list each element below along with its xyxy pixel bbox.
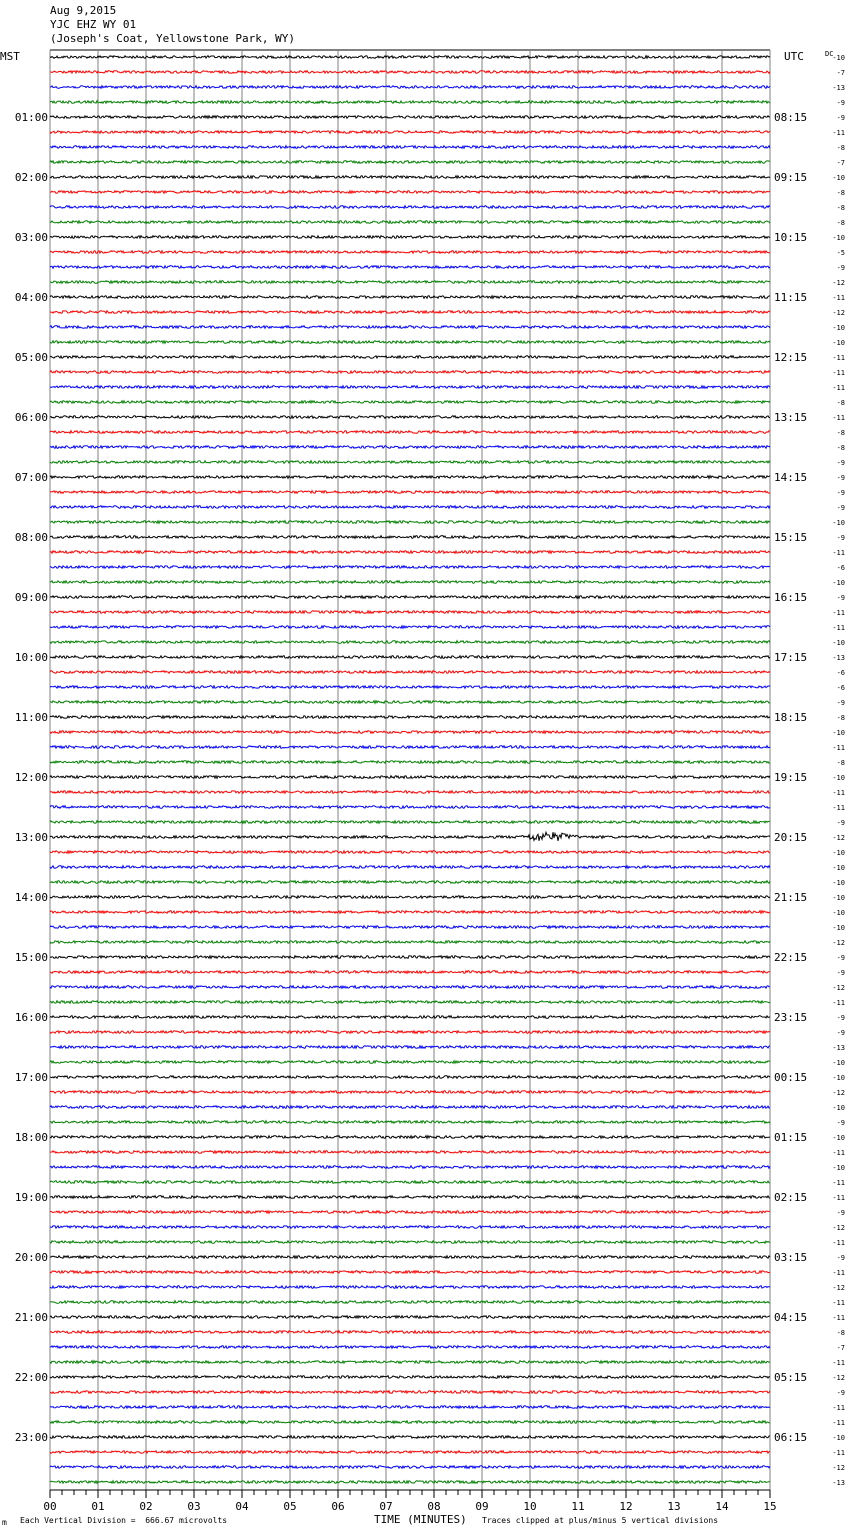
right-hour-label: 06:15	[774, 1431, 808, 1444]
dc-offset-label: -12	[832, 1374, 845, 1382]
left-hour-label: 22:00	[14, 1371, 48, 1384]
trace-line	[50, 1391, 770, 1394]
trace-line	[50, 251, 770, 254]
dc-offset-label: -12	[832, 834, 845, 842]
trace-line	[50, 1226, 770, 1229]
dc-offset-label: -10	[832, 774, 845, 782]
right-hour-label: 05:15	[774, 1371, 808, 1384]
trace-line	[50, 101, 770, 104]
left-hour-label: 19:00	[14, 1191, 48, 1204]
trace-line	[50, 1181, 770, 1184]
dc-offset-label: -11	[832, 1404, 845, 1412]
trace-line	[50, 581, 770, 584]
dc-offset-label: -13	[832, 1479, 845, 1487]
label-group	[15, 54, 845, 1513]
dc-offset-label: -12	[832, 279, 845, 287]
x-tick-label: 07	[379, 1500, 393, 1513]
trace-line	[50, 1046, 770, 1049]
trace-line	[50, 956, 770, 959]
dc-offset-label: -8	[836, 429, 845, 437]
trace-line	[50, 356, 770, 359]
dc-offset-label: -11	[832, 129, 845, 137]
dc-offset-label: -11	[832, 294, 845, 302]
dc-offset-label: -12	[832, 1284, 845, 1292]
dc-offset-label: -10	[832, 174, 845, 182]
trace-line	[50, 461, 770, 464]
dc-offset-label: -11	[832, 1299, 845, 1307]
right-hour-label: 00:15	[774, 1071, 808, 1084]
trace-line	[50, 731, 770, 734]
trace-line	[50, 1016, 770, 1019]
dc-offset-label: -11	[832, 414, 845, 422]
trace-line	[50, 446, 770, 449]
left-hour-label: 06:00	[14, 411, 48, 424]
dc-offset-label: -9	[836, 114, 845, 122]
left-timezone-label: MST	[0, 50, 20, 63]
trace-line	[50, 1286, 770, 1289]
trace-line	[50, 566, 770, 569]
trace-line	[50, 131, 770, 134]
left-hour-label: 16:00	[14, 1011, 48, 1024]
right-hour-label: 04:15	[774, 1311, 808, 1324]
x-tick-label: 09	[475, 1500, 489, 1513]
dc-offset-label: -10	[832, 54, 845, 62]
trace-line	[50, 116, 770, 119]
dc-offset-label: -10	[832, 519, 845, 527]
trace-line	[50, 821, 770, 824]
dc-offset-label: -9	[836, 954, 845, 962]
dc-offset-label: -10	[832, 864, 845, 872]
trace-line	[50, 1136, 770, 1139]
location-label: (Joseph's Coat, Yellowstone Park, WY)	[50, 32, 296, 45]
dc-offset-label: -9	[836, 474, 845, 482]
dc-offset-label: -9	[836, 534, 845, 542]
dc-offset-label: -10	[832, 894, 845, 902]
dc-offset-label: -11	[832, 384, 845, 392]
right-hour-label: 15:15	[774, 531, 808, 544]
trace-line	[50, 1151, 770, 1154]
dc-offset-label: -10	[832, 729, 845, 737]
dc-offset-label: -9	[836, 819, 845, 827]
left-hour-label: 18:00	[14, 1131, 48, 1144]
right-hour-label: 22:15	[774, 951, 808, 964]
trace-line	[50, 491, 770, 494]
dc-offset-label: -8	[836, 399, 845, 407]
trace-line	[50, 551, 770, 554]
dc-offset-label: -12	[832, 984, 845, 992]
left-hour-label: 21:00	[14, 1311, 48, 1324]
dc-offset-label: -8	[836, 759, 845, 767]
x-tick-label: 14	[715, 1500, 729, 1513]
dc-offset-label: -11	[832, 1269, 845, 1277]
dc-offset-label: -10	[832, 234, 845, 242]
scale-label: Each Vertical Division = 666.67 microvolts	[20, 1516, 228, 1525]
trace-line	[50, 941, 770, 944]
date-label: Aug 9,2015	[50, 4, 117, 17]
trace-line	[50, 1091, 770, 1094]
dc-offset-label: -11	[832, 1359, 845, 1367]
dc-offset-label: -10	[832, 1134, 845, 1142]
x-tick-label: 01	[91, 1500, 105, 1513]
left-hour-label: 20:00	[14, 1251, 48, 1264]
dc-offset-label: -8	[836, 1329, 845, 1337]
x-tick-label: 06	[331, 1500, 345, 1513]
dc-offset-label: -7	[836, 1344, 845, 1352]
trace-line	[50, 1421, 770, 1424]
right-hour-label: 16:15	[774, 591, 808, 604]
left-hour-label: 12:00	[14, 771, 48, 784]
dc-offset-label: -11	[832, 354, 845, 362]
dc-offset-label: -11	[832, 549, 845, 557]
trace-line	[50, 1331, 770, 1334]
trace-line	[50, 1301, 770, 1304]
trace-line	[50, 1106, 770, 1109]
dc-offset-label: -9	[836, 489, 845, 497]
dc-offset-label: -11	[832, 1419, 845, 1427]
dc-offset-label: -9	[836, 1209, 845, 1217]
left-hour-label: 15:00	[14, 951, 48, 964]
trace-line	[50, 641, 770, 644]
dc-offset-label: -12	[832, 1089, 845, 1097]
dc-offset-label: -9	[836, 1029, 845, 1037]
trace-line	[50, 671, 770, 674]
trace-line	[50, 1406, 770, 1409]
clip-label: Traces clipped at plus/minus 5 vertical divisions	[482, 1516, 719, 1525]
station-label: YJC EHZ WY 01	[50, 18, 137, 31]
dc-offset-label: -11	[832, 1179, 845, 1187]
dc-offset-label: -9	[836, 594, 845, 602]
dc-offset-label: -11	[832, 1239, 845, 1247]
right-hour-label: 01:15	[774, 1131, 808, 1144]
trace-line	[50, 161, 770, 164]
trace-line	[50, 521, 770, 524]
left-hour-label: 02:00	[14, 171, 48, 184]
trace-line	[50, 386, 770, 389]
trace-line	[50, 416, 770, 419]
dc-offset-label: -10	[832, 339, 845, 347]
dc-offset-label: -9	[836, 1014, 845, 1022]
dc-offset-label: -12	[832, 309, 845, 317]
dc-offset-label: -9	[836, 504, 845, 512]
dc-offset-label: -9	[836, 1119, 845, 1127]
dc-label: DC	[825, 50, 834, 58]
right-timezone-label: UTC	[784, 50, 804, 63]
trace-line	[50, 761, 770, 764]
right-hour-label: 02:15	[774, 1191, 808, 1204]
dc-offset-label: -8	[836, 144, 845, 152]
trace-line	[50, 476, 770, 479]
dc-offset-label: -10	[832, 924, 845, 932]
trace-line	[50, 1436, 770, 1439]
left-hour-label: 17:00	[14, 1071, 48, 1084]
trace-line	[50, 832, 770, 841]
dc-offset-label: -9	[836, 969, 845, 977]
left-hour-label: 11:00	[14, 711, 48, 724]
trace-line	[50, 1451, 770, 1454]
dc-offset-label: -11	[832, 1314, 845, 1322]
right-hour-label: 18:15	[774, 711, 808, 724]
right-hour-label: 20:15	[774, 831, 808, 844]
right-hour-label: 08:15	[774, 111, 808, 124]
dc-offset-label: -10	[832, 909, 845, 917]
right-hour-label: 11:15	[774, 291, 808, 304]
x-tick-label: 08	[427, 1500, 441, 1513]
left-hour-label: 23:00	[14, 1431, 48, 1444]
trace-line	[50, 686, 770, 689]
left-hour-label: 03:00	[14, 231, 48, 244]
dc-offset-label: -7	[836, 159, 845, 167]
dc-offset-label: -9	[836, 1254, 845, 1262]
trace-line	[50, 1076, 770, 1079]
trace-line	[50, 896, 770, 899]
trace-line	[50, 191, 770, 194]
x-axis-label: TIME (MINUTES)	[374, 1513, 467, 1526]
dc-offset-label: -5	[836, 249, 845, 257]
x-tick-label: 12	[619, 1500, 633, 1513]
trace-line	[50, 971, 770, 974]
dc-offset-label: -13	[832, 84, 845, 92]
trace-line	[50, 146, 770, 149]
trace-line	[50, 1346, 770, 1349]
trace-line	[50, 611, 770, 614]
right-hour-label: 14:15	[774, 471, 808, 484]
right-hour-label: 23:15	[774, 1011, 808, 1024]
trace-line	[50, 401, 770, 404]
dc-offset-label: -10	[832, 324, 845, 332]
left-hour-label: 14:00	[14, 891, 48, 904]
right-hour-label: 03:15	[774, 1251, 808, 1264]
trace-line	[50, 326, 770, 329]
trace-line	[50, 1481, 770, 1484]
trace-line	[50, 1061, 770, 1064]
trace-line	[50, 266, 770, 269]
x-tick-label: 13	[667, 1500, 681, 1513]
dc-offset-label: -7	[836, 69, 845, 77]
trace-line	[50, 851, 770, 854]
trace-line	[50, 311, 770, 314]
right-hour-label: 21:15	[774, 891, 808, 904]
dc-offset-label: -6	[836, 684, 845, 692]
dc-offset-label: -11	[832, 1449, 845, 1457]
trace-line	[50, 626, 770, 629]
dc-offset-label: -12	[832, 1464, 845, 1472]
trace-line	[50, 656, 770, 659]
right-hour-label: 12:15	[774, 351, 808, 364]
left-hour-label: 08:00	[14, 531, 48, 544]
x-tick-label: 00	[43, 1500, 57, 1513]
left-hour-label: 09:00	[14, 591, 48, 604]
trace-line	[50, 236, 770, 239]
dc-offset-label: -11	[832, 609, 845, 617]
dc-offset-label: -11	[832, 804, 845, 812]
x-tick-label: 04	[235, 1500, 249, 1513]
dc-offset-label: -12	[832, 1224, 845, 1232]
trace-line	[50, 506, 770, 509]
trace-line	[50, 1361, 770, 1364]
trace-line	[50, 881, 770, 884]
dc-offset-label: -9	[836, 99, 845, 107]
dc-offset-label: -9	[836, 264, 845, 272]
dc-offset-label: -8	[836, 189, 845, 197]
x-tick-label: 05	[283, 1500, 297, 1513]
trace-line	[50, 371, 770, 374]
trace-line	[50, 281, 770, 284]
left-hour-label: 01:00	[14, 111, 48, 124]
x-tick-label: 10	[523, 1500, 537, 1513]
dc-offset-label: -10	[832, 849, 845, 857]
trace-line	[50, 701, 770, 704]
trace-line	[50, 746, 770, 749]
trace-line	[50, 866, 770, 869]
right-hour-label: 17:15	[774, 651, 808, 664]
dc-offset-label: -11	[832, 999, 845, 1007]
trace-group	[50, 56, 770, 1484]
dc-offset-label: -8	[836, 444, 845, 452]
trace-line	[50, 1241, 770, 1244]
dc-offset-label: -11	[832, 789, 845, 797]
trace-line	[50, 596, 770, 599]
dc-offset-label: -10	[832, 1104, 845, 1112]
dc-offset-label: -11	[832, 1194, 845, 1202]
trace-line	[50, 776, 770, 779]
trace-line	[50, 431, 770, 434]
trace-line	[50, 1316, 770, 1319]
trace-line	[50, 56, 770, 59]
left-hour-label: 13:00	[14, 831, 48, 844]
corner-mark: m	[2, 1518, 7, 1527]
trace-line	[50, 341, 770, 344]
right-hour-label: 19:15	[774, 771, 808, 784]
trace-line	[50, 806, 770, 809]
trace-line	[50, 86, 770, 89]
dc-offset-label: -9	[836, 699, 845, 707]
trace-line	[50, 716, 770, 719]
dc-offset-label: -13	[832, 654, 845, 662]
trace-line	[50, 71, 770, 74]
trace-line	[50, 1121, 770, 1124]
dc-offset-label: -8	[836, 219, 845, 227]
trace-line	[50, 1271, 770, 1274]
x-tick-label: 15	[763, 1500, 777, 1513]
dc-offset-label: -11	[832, 624, 845, 632]
right-hour-label: 09:15	[774, 171, 808, 184]
dc-offset-label: -6	[836, 564, 845, 572]
trace-line	[50, 1031, 770, 1034]
dc-offset-label: -9	[836, 459, 845, 467]
trace-line	[50, 1211, 770, 1214]
dc-offset-label: -11	[832, 369, 845, 377]
trace-line	[50, 1466, 770, 1469]
trace-line	[50, 1001, 770, 1004]
dc-offset-label: -8	[836, 714, 845, 722]
x-tick-label: 02	[139, 1500, 153, 1513]
dc-offset-label: -10	[832, 579, 845, 587]
dc-offset-label: -10	[832, 1434, 845, 1442]
right-hour-label: 10:15	[774, 231, 808, 244]
left-hour-label: 10:00	[14, 651, 48, 664]
dc-offset-label: -10	[832, 1164, 845, 1172]
trace-line	[50, 296, 770, 299]
dc-offset-label: -10	[832, 1059, 845, 1067]
dc-offset-label: -8	[836, 204, 845, 212]
trace-line	[50, 1376, 770, 1379]
x-tick-label: 11	[571, 1500, 585, 1513]
trace-line	[50, 536, 770, 539]
dc-offset-label: -9	[836, 1389, 845, 1397]
left-hour-label: 07:00	[14, 471, 48, 484]
dc-offset-label: -12	[832, 939, 845, 947]
dc-offset-label: -11	[832, 744, 845, 752]
trace-line	[50, 986, 770, 989]
trace-line	[50, 1256, 770, 1259]
trace-line	[50, 926, 770, 929]
x-tick-label: 03	[187, 1500, 201, 1513]
trace-line	[50, 176, 770, 179]
dc-offset-label: -11	[832, 1149, 845, 1157]
trace-line	[50, 911, 770, 914]
trace-line	[50, 1166, 770, 1169]
dc-offset-label: -10	[832, 1074, 845, 1082]
trace-line	[50, 206, 770, 209]
dc-offset-label: -10	[832, 639, 845, 647]
dc-offset-label: -6	[836, 669, 845, 677]
right-hour-label: 13:15	[774, 411, 808, 424]
dc-offset-label: -13	[832, 1044, 845, 1052]
trace-line	[50, 791, 770, 794]
left-hour-label: 05:00	[14, 351, 48, 364]
dc-offset-label: -10	[832, 879, 845, 887]
left-hour-label: 04:00	[14, 291, 48, 304]
trace-line	[50, 221, 770, 224]
trace-line	[50, 1196, 770, 1199]
